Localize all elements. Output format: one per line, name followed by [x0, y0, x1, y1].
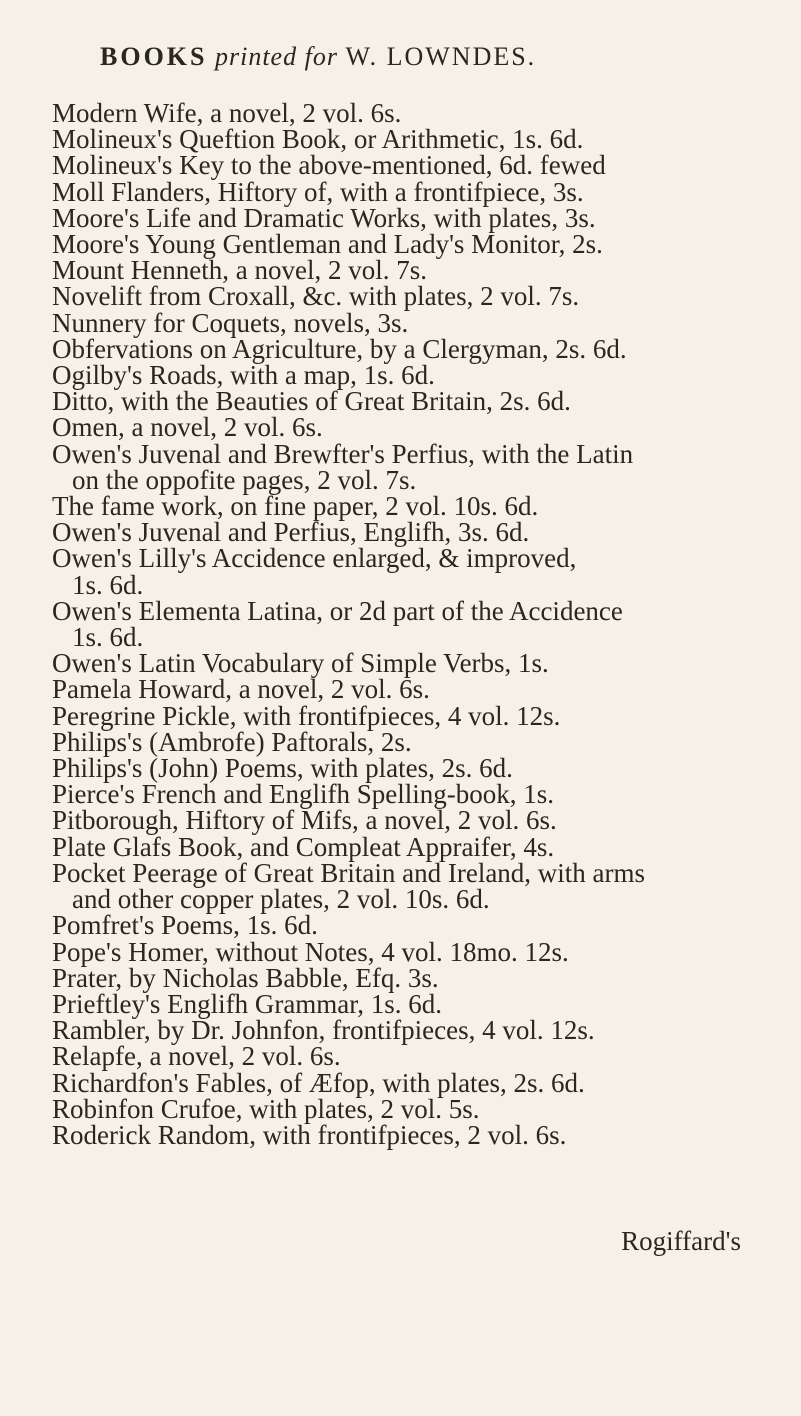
book-entry — [52, 333, 752, 364]
book-entry-line: Modern Wife, a novel, 2 vol. 6s. — [52, 98, 402, 128]
book-entry-line: Obfervations on Agriculture, by a Clergyman, 2s. 6d. — [52, 333, 627, 364]
book-entry — [52, 962, 752, 993]
header-publisher: W. LOWNDES. — [345, 42, 537, 71]
book-entry — [52, 910, 752, 941]
book-entry — [52, 412, 752, 443]
book-entry-line: Mount Henneth, a novel, 2 vol. 7s. — [52, 255, 427, 286]
book-entry-continuation: and other copper plates, 2 vol. 10s. 6d. — [72, 884, 490, 915]
header-books: BOOKS — [100, 42, 208, 71]
book-entry-line: Molineux's Key to the above-mentioned, 6d. fewed — [52, 150, 606, 181]
book-entry — [52, 229, 752, 260]
book-entry-line: Pocket Peerage of Great Britain and Ireland, with arms — [52, 857, 646, 888]
book-entry — [52, 124, 752, 155]
book-entry-line: Moore's Young Gentleman and Lady's Monitor, 2s. — [52, 229, 603, 260]
book-entry — [52, 100, 752, 126]
header-printed-for: printed for — [214, 42, 338, 71]
book-entry — [52, 202, 752, 233]
book-entry — [52, 936, 752, 967]
book-entry-continuation: on the oppofite pages, 2 vol. 7s. — [72, 464, 417, 495]
book-entry — [52, 307, 752, 338]
book-entry-line: Plate Glafs Book, and Compleat Appraifer, 4s. — [52, 831, 555, 862]
book-entry — [52, 779, 752, 810]
book-entry — [52, 857, 752, 915]
book-entry — [52, 517, 752, 548]
book-entry — [52, 438, 752, 495]
book-entry-line: Pomfret's Poems, 1s. 6d. — [52, 910, 318, 941]
book-entry — [52, 648, 752, 679]
book-list — [52, 100, 752, 1148]
book-entry — [52, 386, 752, 417]
book-entry-line: Owen's Lilly's Accidence enlarged, & improved, — [52, 543, 577, 574]
book-entry-line: Pamela Howard, a novel, 2 vol. 6s. — [52, 674, 430, 705]
book-entry-line: Molineux's Queftion Book, or Arithmetic, 1s. 6d. — [52, 124, 584, 155]
page-header — [100, 42, 536, 72]
book-entry — [52, 1015, 752, 1046]
book-entry-line: Pitborough, Hiftory of Mifs, a novel, 2 vol. 6s. — [52, 805, 557, 836]
catchword: Rogiffard's — [621, 1226, 741, 1256]
book-entry-line: Owen's Juvenal and Perfius, Englifh, 3s. 6d. — [52, 517, 530, 548]
book-entry — [52, 255, 752, 286]
book-entry — [52, 1093, 752, 1124]
book-entry — [52, 543, 752, 600]
book-entry-line: Moore's Life and Dramatic Works, with plates, 3s. — [52, 202, 596, 233]
book-entry — [52, 360, 752, 391]
book-entry — [52, 1119, 752, 1150]
book-entry — [52, 281, 752, 312]
book-entry-line: Philips's (Ambrofe) Paftorals, 2s. — [52, 726, 412, 757]
book-entry-line: Peregrine Pickle, with frontifpieces, 4 vol. 12s. — [52, 700, 561, 731]
book-entry — [52, 1067, 752, 1098]
book-entry — [52, 831, 752, 862]
book-entry-continuation: 1s. 6d. — [72, 569, 144, 600]
book-entry-continuation: 1s. 6d. — [72, 622, 144, 653]
book-entry-line: Rambler, by Dr. Johnfon, frontifpieces, 4 vol. 12s. — [52, 1015, 595, 1046]
book-entry-line: Owen's Elementa Latina, or 2d part of the Accidence — [52, 595, 623, 626]
book-entry-line: Pierce's French and Englifh Spelling-book, 1s. — [52, 779, 555, 810]
book-entry — [52, 805, 752, 836]
book-entry-line: Nunnery for Coquets, novels, 3s. — [52, 307, 409, 338]
book-entry-line: Prater, by Nicholas Babble, Efq. 3s. — [52, 962, 439, 993]
book-entry — [52, 1041, 752, 1072]
book-entry — [52, 176, 752, 207]
book-entry-line: Philips's (John) Poems, with plates, 2s. 6d. — [52, 753, 513, 784]
book-entry-line: Robinfon Crufoe, with plates, 2 vol. 5s. — [52, 1093, 480, 1124]
book-entry-line: Ogilby's Roads, with a map, 1s. 6d. — [52, 360, 435, 391]
book-entry-line: Relapfe, a novel, 2 vol. 6s. — [52, 1041, 341, 1072]
book-entry — [52, 595, 752, 653]
book-entry — [52, 726, 752, 757]
book-entry-line: Pope's Homer, without Notes, 4 vol. 18mo. 12s. — [52, 936, 569, 967]
book-entry — [52, 491, 752, 522]
book-entry-line: Moll Flanders, Hiftory of, with a frontifpiece, 3s. — [52, 176, 584, 207]
book-entry-line: Novelift from Croxall, &c. with plates, 2 vol. 7s. — [52, 281, 580, 312]
book-entry — [52, 753, 752, 784]
book-entry-line: Richardfon's Fables, of Æfop, with plates, 2s. 6d. — [52, 1067, 585, 1098]
book-entry-line: Ditto, with the Beauties of Great Britain, 2s. 6d. — [52, 386, 571, 417]
book-entry-line: Owen's Latin Vocabulary of Simple Verbs, 1s. — [52, 648, 549, 679]
book-entry-line: Omen, a novel, 2 vol. 6s. — [52, 412, 323, 443]
book-entry-line: Roderick Random, with frontifpieces, 2 vol. 6s. — [52, 1119, 567, 1150]
book-entry-line: Prieftley's Englifh Grammar, 1s. 6d. — [52, 988, 442, 1019]
book-entry — [52, 988, 752, 1019]
book-entry — [52, 150, 752, 181]
book-entry — [52, 674, 752, 705]
book-entry-line: Owen's Juvenal and Brewfter's Perfius, with the Latin — [52, 438, 634, 469]
book-entry-line: The fame work, on fine paper, 2 vol. 10s. 6d. — [52, 491, 539, 522]
book-entry — [52, 700, 752, 731]
